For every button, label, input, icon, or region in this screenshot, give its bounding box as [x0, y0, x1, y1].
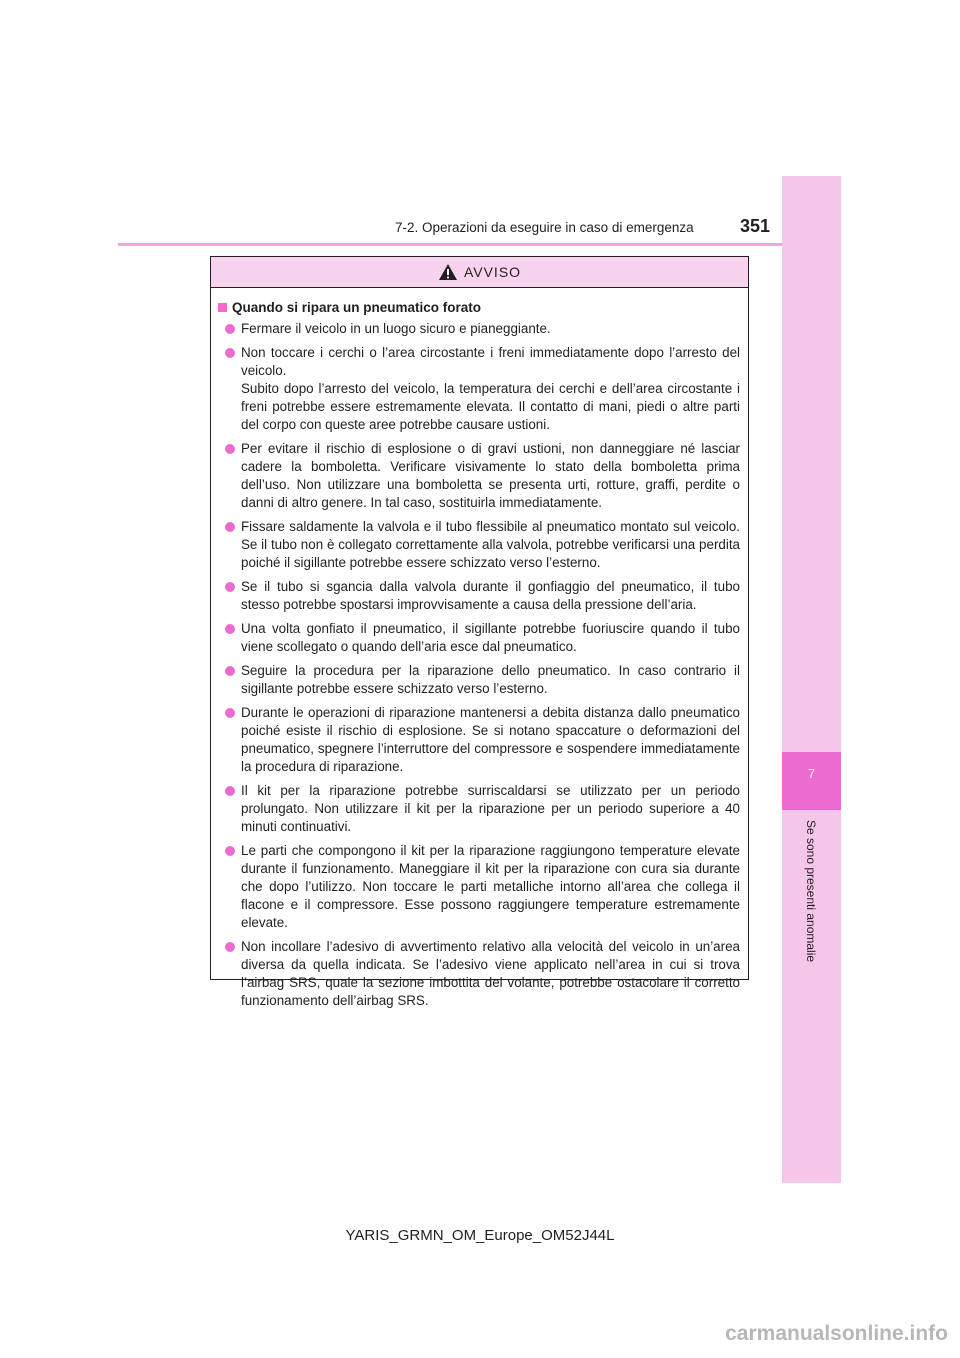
- square-bullet-icon: [218, 303, 227, 312]
- list-item: [218, 320, 743, 338]
- list-item: [218, 662, 743, 698]
- list-item: [218, 578, 743, 614]
- list-item-text: Non incollare l’adesivo di avvertimento relativo alla velocità del veicolo in un’area diversa da quella indicata. Se l’adesivo viene applicato nell’area in cui si trova l’airbag SRS, quale la sezione imbottita del volante, potrebbe ostacolare il corretto funzionamento dell’airbag SRS.: [241, 939, 740, 1008]
- list-item-text: Fermare il veicolo in un luogo sicuro e pianeggiante.: [241, 321, 551, 336]
- warning-heading: [218, 300, 743, 315]
- list-item-text: Durante le operazioni di riparazione mantenersi a debita distanza dallo pneumatico poiché esiste il rischio di esplosione. Se si notano spaccature o deformazioni del pneumatico, spegnere l’interruttore del compressore e sospendere immediatamente la procedura di riparazione.: [241, 705, 740, 774]
- circle-bullet-icon: [225, 666, 235, 676]
- list-item: [218, 842, 743, 932]
- list-item-text: Seguire la procedura per la riparazione dello pneumatico. In caso contrario il sigillante potrebbe essere schizzato verso l’esterno.: [241, 663, 740, 696]
- warning-title: AVVISO: [463, 264, 522, 280]
- chapter-tab-active: [782, 752, 841, 810]
- list-item-text: Fissare saldamente la valvola e il tubo flessibile al pneumatico montato sul veicolo. Se il tubo non è collegato correttamente alla valvola, potrebbe verificarsi una perdita poiché il sigillante potrebbe essere schizzato verso l’esterno.: [241, 519, 740, 570]
- circle-bullet-icon: [225, 942, 235, 952]
- warning-box: [210, 256, 749, 1008]
- list-item-text: Se il tubo si sgancia dalla valvola durante il gonfiaggio del pneumatico, il tubo stesso potrebbe spostarsi improvvisamente a causa della pressione dell’aria.: [241, 579, 740, 612]
- warning-body: [211, 288, 748, 1010]
- list-item-text: Subito dopo l’arresto del veicolo, la temperatura dei cerchi e dell’area circostante i freni potrebbe essere estremamente elevata. Il contatto di mani, piedi o altre parti del corpo con queste aree potrebbe causare ustioni.: [241, 381, 740, 432]
- list-item-text: Per evitare il rischio di esplosione o di gravi ustioni, non danneggiare né lasciar cadere la bomboletta. Verificare visivamente lo stato della bomboletta prima dell’uso. Non utilizzare una bomboletta se presenta urti, rotture, graffi, perdite o danni di altro genere. In tal caso, sostituirla immediatamente.: [241, 441, 740, 510]
- circle-bullet-icon: [225, 348, 235, 358]
- watermark: carmanualsonline.info: [725, 1322, 948, 1345]
- list-item: [218, 782, 743, 836]
- circle-bullet-icon: [225, 786, 235, 796]
- circle-bullet-icon: [225, 846, 235, 856]
- document-code: YARIS_GRMN_OM_Europe_OM52J44L: [345, 1227, 615, 1244]
- list-item-text: Il kit per la riparazione potrebbe surriscaldarsi se utilizzato per un periodo prolungato. Non utilizzare il kit per la riparazione per un periodo superiore a 40 minuti continuativi.: [241, 783, 740, 834]
- header-rule: [118, 243, 841, 246]
- warning-triangle-icon: [438, 263, 458, 281]
- list-item: [218, 518, 743, 572]
- list-item-text: Una volta gonfiato il pneumatico, il sigillante potrebbe fuoriuscire quando il tubo viene scollegato o quando dell’aria esce dal pneumatico.: [241, 621, 740, 654]
- circle-bullet-icon: [225, 708, 235, 718]
- section-title: 7-2. Operazioni da eseguire in caso di emergenza: [395, 220, 694, 235]
- chapter-side-tab: [782, 176, 841, 1183]
- list-item: [218, 440, 743, 512]
- warning-list: [218, 320, 743, 1010]
- list-item: [218, 704, 743, 776]
- circle-bullet-icon: [225, 582, 235, 592]
- list-item: [218, 938, 743, 1010]
- circle-bullet-icon: [225, 624, 235, 634]
- circle-bullet-icon: [225, 324, 235, 334]
- list-item-text: Non toccare i cerchi o l’area circostante i freni immediatamente dopo l’arresto del veicolo.: [241, 345, 740, 378]
- circle-bullet-icon: [225, 522, 235, 532]
- list-item: [218, 620, 743, 656]
- circle-bullet-icon: [225, 444, 235, 454]
- page-number: 351: [739, 216, 770, 236]
- warning-header: [211, 257, 748, 288]
- list-item-text: Le parti che compongono il kit per la riparazione raggiungono temperature elevate durante il funzionamento. Maneggiare il kit per la riparazione con cura sia durante che dopo l’utilizzo. Non toccare le parti metalliche intorno all’area che collega il flacone e il compressore. Esse possono raggiungere temperature estremamente elevate.: [241, 843, 740, 930]
- list-item: [218, 344, 743, 434]
- chapter-label: Se sono presenti anomalie: [804, 819, 818, 963]
- chapter-number: 7: [807, 766, 816, 781]
- warning-heading-text: Quando si ripara un pneumatico forato: [232, 300, 482, 315]
